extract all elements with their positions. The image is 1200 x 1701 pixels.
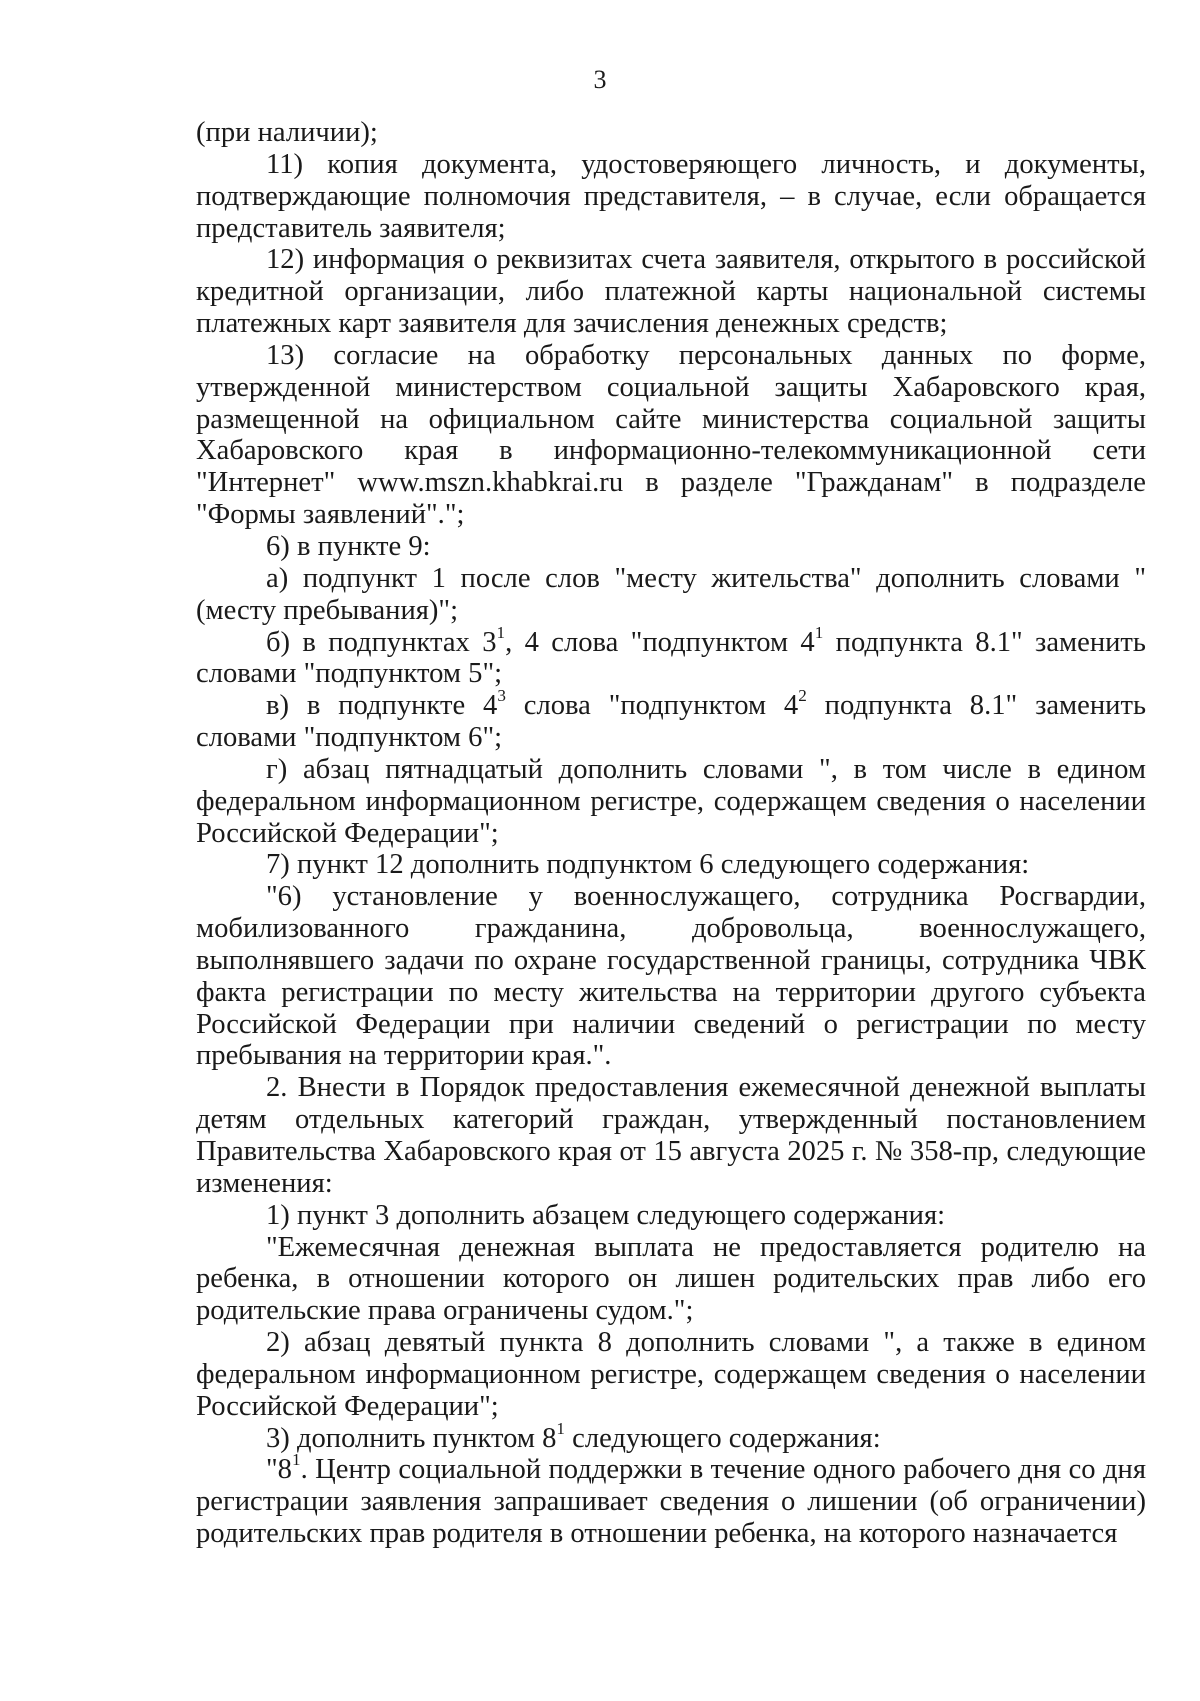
paragraph: а) подпункт 1 после слов "месту жительства" дополнить словами "(месту пребывания)"; bbox=[196, 562, 1146, 626]
superscript: 1 bbox=[556, 1418, 565, 1438]
text-run: , 4 слова "подпунктом 4 bbox=[505, 626, 815, 658]
text-run: подпункта 8.1" заменить словами "подпунктом 5"; bbox=[196, 626, 1146, 690]
superscript: 1 bbox=[814, 622, 824, 642]
page-number: 3 bbox=[593, 65, 607, 94]
paragraph bbox=[196, 686, 1146, 754]
paragraph: 13) согласие на обработку персональных данных по форме, утвержденной министерством социальной защиты Хабаровского края, размещенной на официальном сайте министерства социальной защиты Хабаровского края в информационно-телекоммуникационной сети "Интернет" www.mszn.khabkrai.ru в разделе "Гражданам" в подразделе "Формы заявлений"."; bbox=[196, 339, 1146, 531]
paragraph: 1) пункт 3 дополнить абзацем следующего содержания: bbox=[266, 1199, 946, 1231]
text-run: в) в подпункте 4 bbox=[266, 690, 498, 722]
text-run: б) в подпунктах 3 bbox=[266, 626, 497, 658]
paragraph: 12) информация о реквизитах счета заявителя, открытого в российской кредитной организации, либо платежной карты национальной системы платежных карт заявителя для зачисления денежных средств; bbox=[196, 244, 1146, 340]
paragraph: (при наличии); bbox=[196, 117, 378, 148]
paragraph bbox=[196, 622, 1146, 691]
paragraph: 11) копия документа, удостоверяющего личность, и документы, подтверждающие полномочия представителя, – в случае, если обращается представитель заявителя; bbox=[196, 148, 1146, 244]
paragraph: 2. Внести в Порядок предоставления ежемесячной денежной выплаты детям отдельных категорий граждан, утвержденный постановлением Правительства Хабаровского края от 15 августа 2025 г. № 358-пр, следующие изменения: bbox=[196, 1072, 1146, 1199]
text-run: слова "подпунктом 4 bbox=[505, 690, 799, 722]
superscript: 1 bbox=[291, 1450, 301, 1470]
document-body bbox=[196, 117, 1146, 1550]
paragraph bbox=[196, 1450, 1146, 1550]
text-run: . Центр социальной поддержки в течение одного рабочего дня со дня регистрации заявления запрашивает сведения о лишении (об ограничении) родительских прав родителя в отношении ребенка, на которого назначается bbox=[196, 1454, 1146, 1550]
superscript: 3 bbox=[497, 686, 506, 706]
paragraph: 6) в пункте 9: bbox=[266, 530, 431, 562]
paragraph: "6) установление у военнослужащего, сотрудника Росгвардии, мобилизованного гражданина, добровольца, военнослужащего, выполнявшего задачи по охране государственной границы, сотрудника ЧВК факта регистрации по месту жительства на территории другого субъекта Российской Федерации при наличии сведений о регистрации по месту пребывания на территории края.". bbox=[196, 881, 1146, 1072]
paragraph: "Ежемесячная денежная выплата не предоставляется родителю на ребенка, в отношении которого он лишен родительских прав либо его родительские права ограничены судом."; bbox=[196, 1231, 1146, 1327]
paragraph: 7) пункт 12 дополнить подпунктом 6 следующего содержания: bbox=[266, 849, 1030, 881]
text-run: 3) дополнить пунктом 8 bbox=[266, 1422, 557, 1454]
text-run: подпункта 8.1" заменить словами "подпунктом 6"; bbox=[196, 690, 1146, 754]
paragraph: г) абзац пятнадцатый дополнить словами ", в том числе в едином федеральном информационном регистре, содержащем сведения о населении Российской Федерации"; bbox=[196, 753, 1146, 849]
superscript: 1 bbox=[496, 622, 506, 642]
paragraph bbox=[196, 1418, 1146, 1455]
superscript: 2 bbox=[798, 686, 807, 706]
paragraph: 2) абзац девятый пункта 8 дополнить словами ", а также в едином федеральном информационном регистре, содержащем сведения о населении Российской Федерации"; bbox=[196, 1327, 1146, 1422]
text-run: "8 bbox=[266, 1454, 292, 1486]
text-run: следующего содержания: bbox=[565, 1422, 881, 1454]
